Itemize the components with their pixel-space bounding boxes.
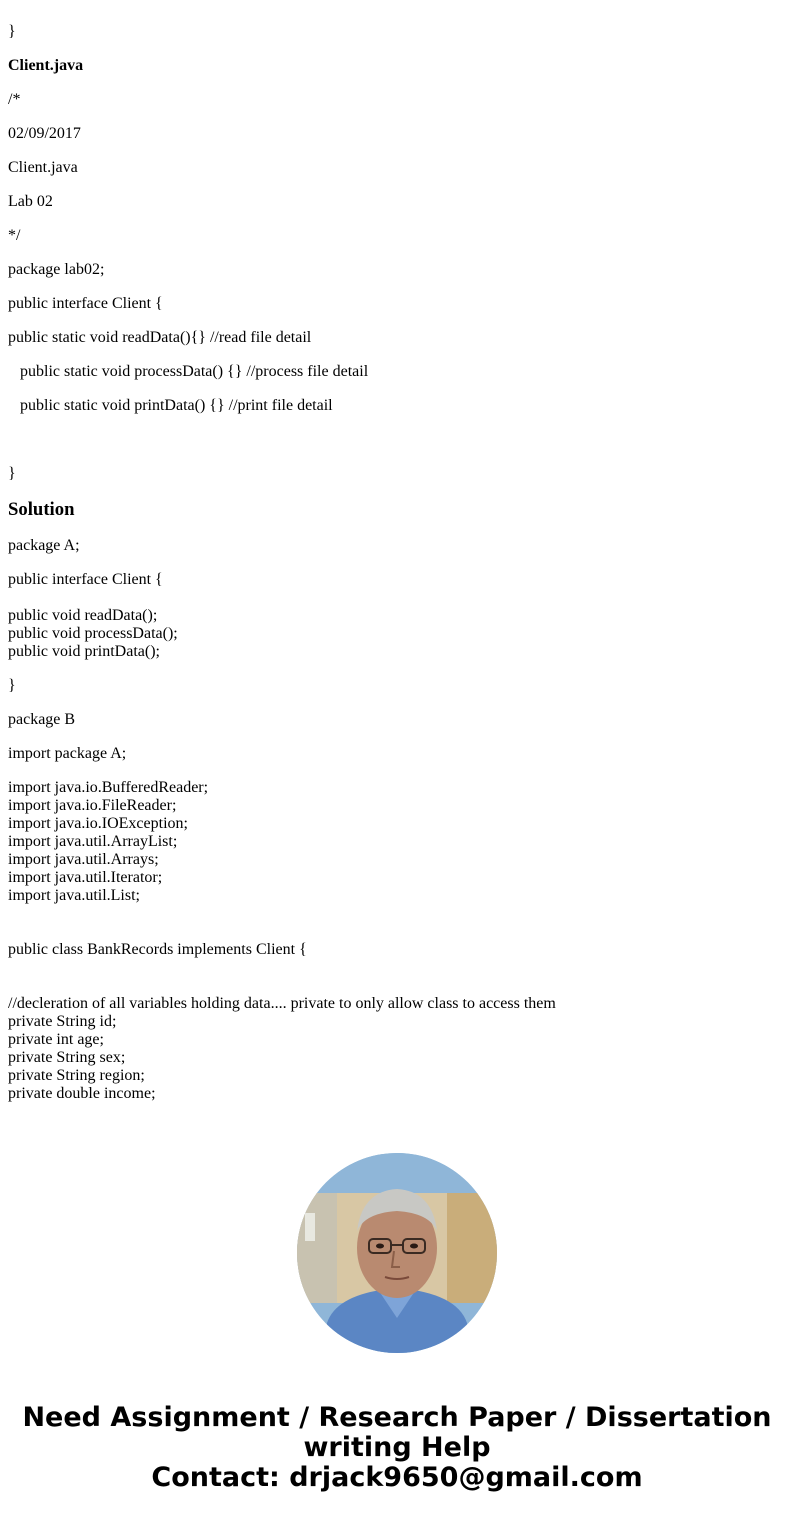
contact-line: Contact: drjack9650@gmail.com	[151, 1462, 643, 1493]
import-list	[8, 779, 788, 1103]
promo-footer	[0, 1403, 794, 1493]
text-line: /*	[8, 91, 21, 108]
text-line: public static void printData() {} //print file detail	[20, 397, 333, 414]
text-line: public interface Client {	[8, 295, 163, 312]
interface-declaration: public interface Client {	[8, 571, 163, 588]
comment-line: //decleration of all variables holding data.... private to only allow class to access them	[8, 995, 556, 1012]
file-title: Client.java	[8, 57, 84, 74]
text-line: Lab 02	[8, 193, 53, 210]
document-body	[8, 23, 788, 1123]
solution-heading: Solution	[8, 499, 75, 520]
import-line: import java.io.FileReader;	[8, 797, 177, 814]
import-line: import java.io.IOException;	[8, 815, 188, 832]
text-line: public static void readData(){} //read file detail	[8, 329, 312, 346]
package-b-line: package B	[8, 711, 76, 728]
text-line: package lab02;	[8, 261, 105, 278]
promo-line: writing Help	[303, 1432, 491, 1463]
package-a-line: package A;	[8, 537, 80, 554]
blank-space	[8, 905, 788, 941]
text-line: }	[8, 465, 16, 482]
method-line: public void readData();	[8, 607, 158, 624]
blank-line	[8, 431, 788, 449]
import-line: import java.util.Iterator;	[8, 869, 163, 886]
author-avatar	[297, 1153, 497, 1353]
promo-line: Need Assignment / Research Paper / Dissertation	[22, 1402, 772, 1433]
class-declaration: public class BankRecords implements Client {	[8, 941, 307, 958]
text-line: Client.java	[8, 159, 78, 176]
import-line: import java.io.BufferedReader;	[8, 779, 209, 796]
text-line: */	[8, 227, 21, 244]
closing-brace: }	[8, 677, 16, 694]
import-package-a-line: import package A;	[8, 745, 127, 762]
text-line: }	[8, 23, 16, 40]
import-line: import java.util.List;	[8, 887, 140, 904]
method-line: public void processData();	[8, 625, 178, 642]
import-line: import java.util.Arrays;	[8, 851, 159, 868]
import-line: import java.util.ArrayList;	[8, 833, 178, 850]
date-line: 02/09/2017	[8, 125, 81, 142]
author-photo-illustration	[297, 1153, 497, 1353]
top-section	[8, 23, 788, 483]
blank-space	[8, 959, 788, 995]
method-line: public void printData();	[8, 643, 160, 660]
field-line: private String region;	[8, 1067, 145, 1084]
field-line: private double income;	[8, 1085, 156, 1102]
field-line: private String id;	[8, 1013, 117, 1030]
field-line: private String sex;	[8, 1049, 126, 1066]
method-list	[8, 607, 788, 661]
field-line: private int age;	[8, 1031, 104, 1048]
text-line: public static void processData() {} //process file detail	[20, 363, 369, 380]
